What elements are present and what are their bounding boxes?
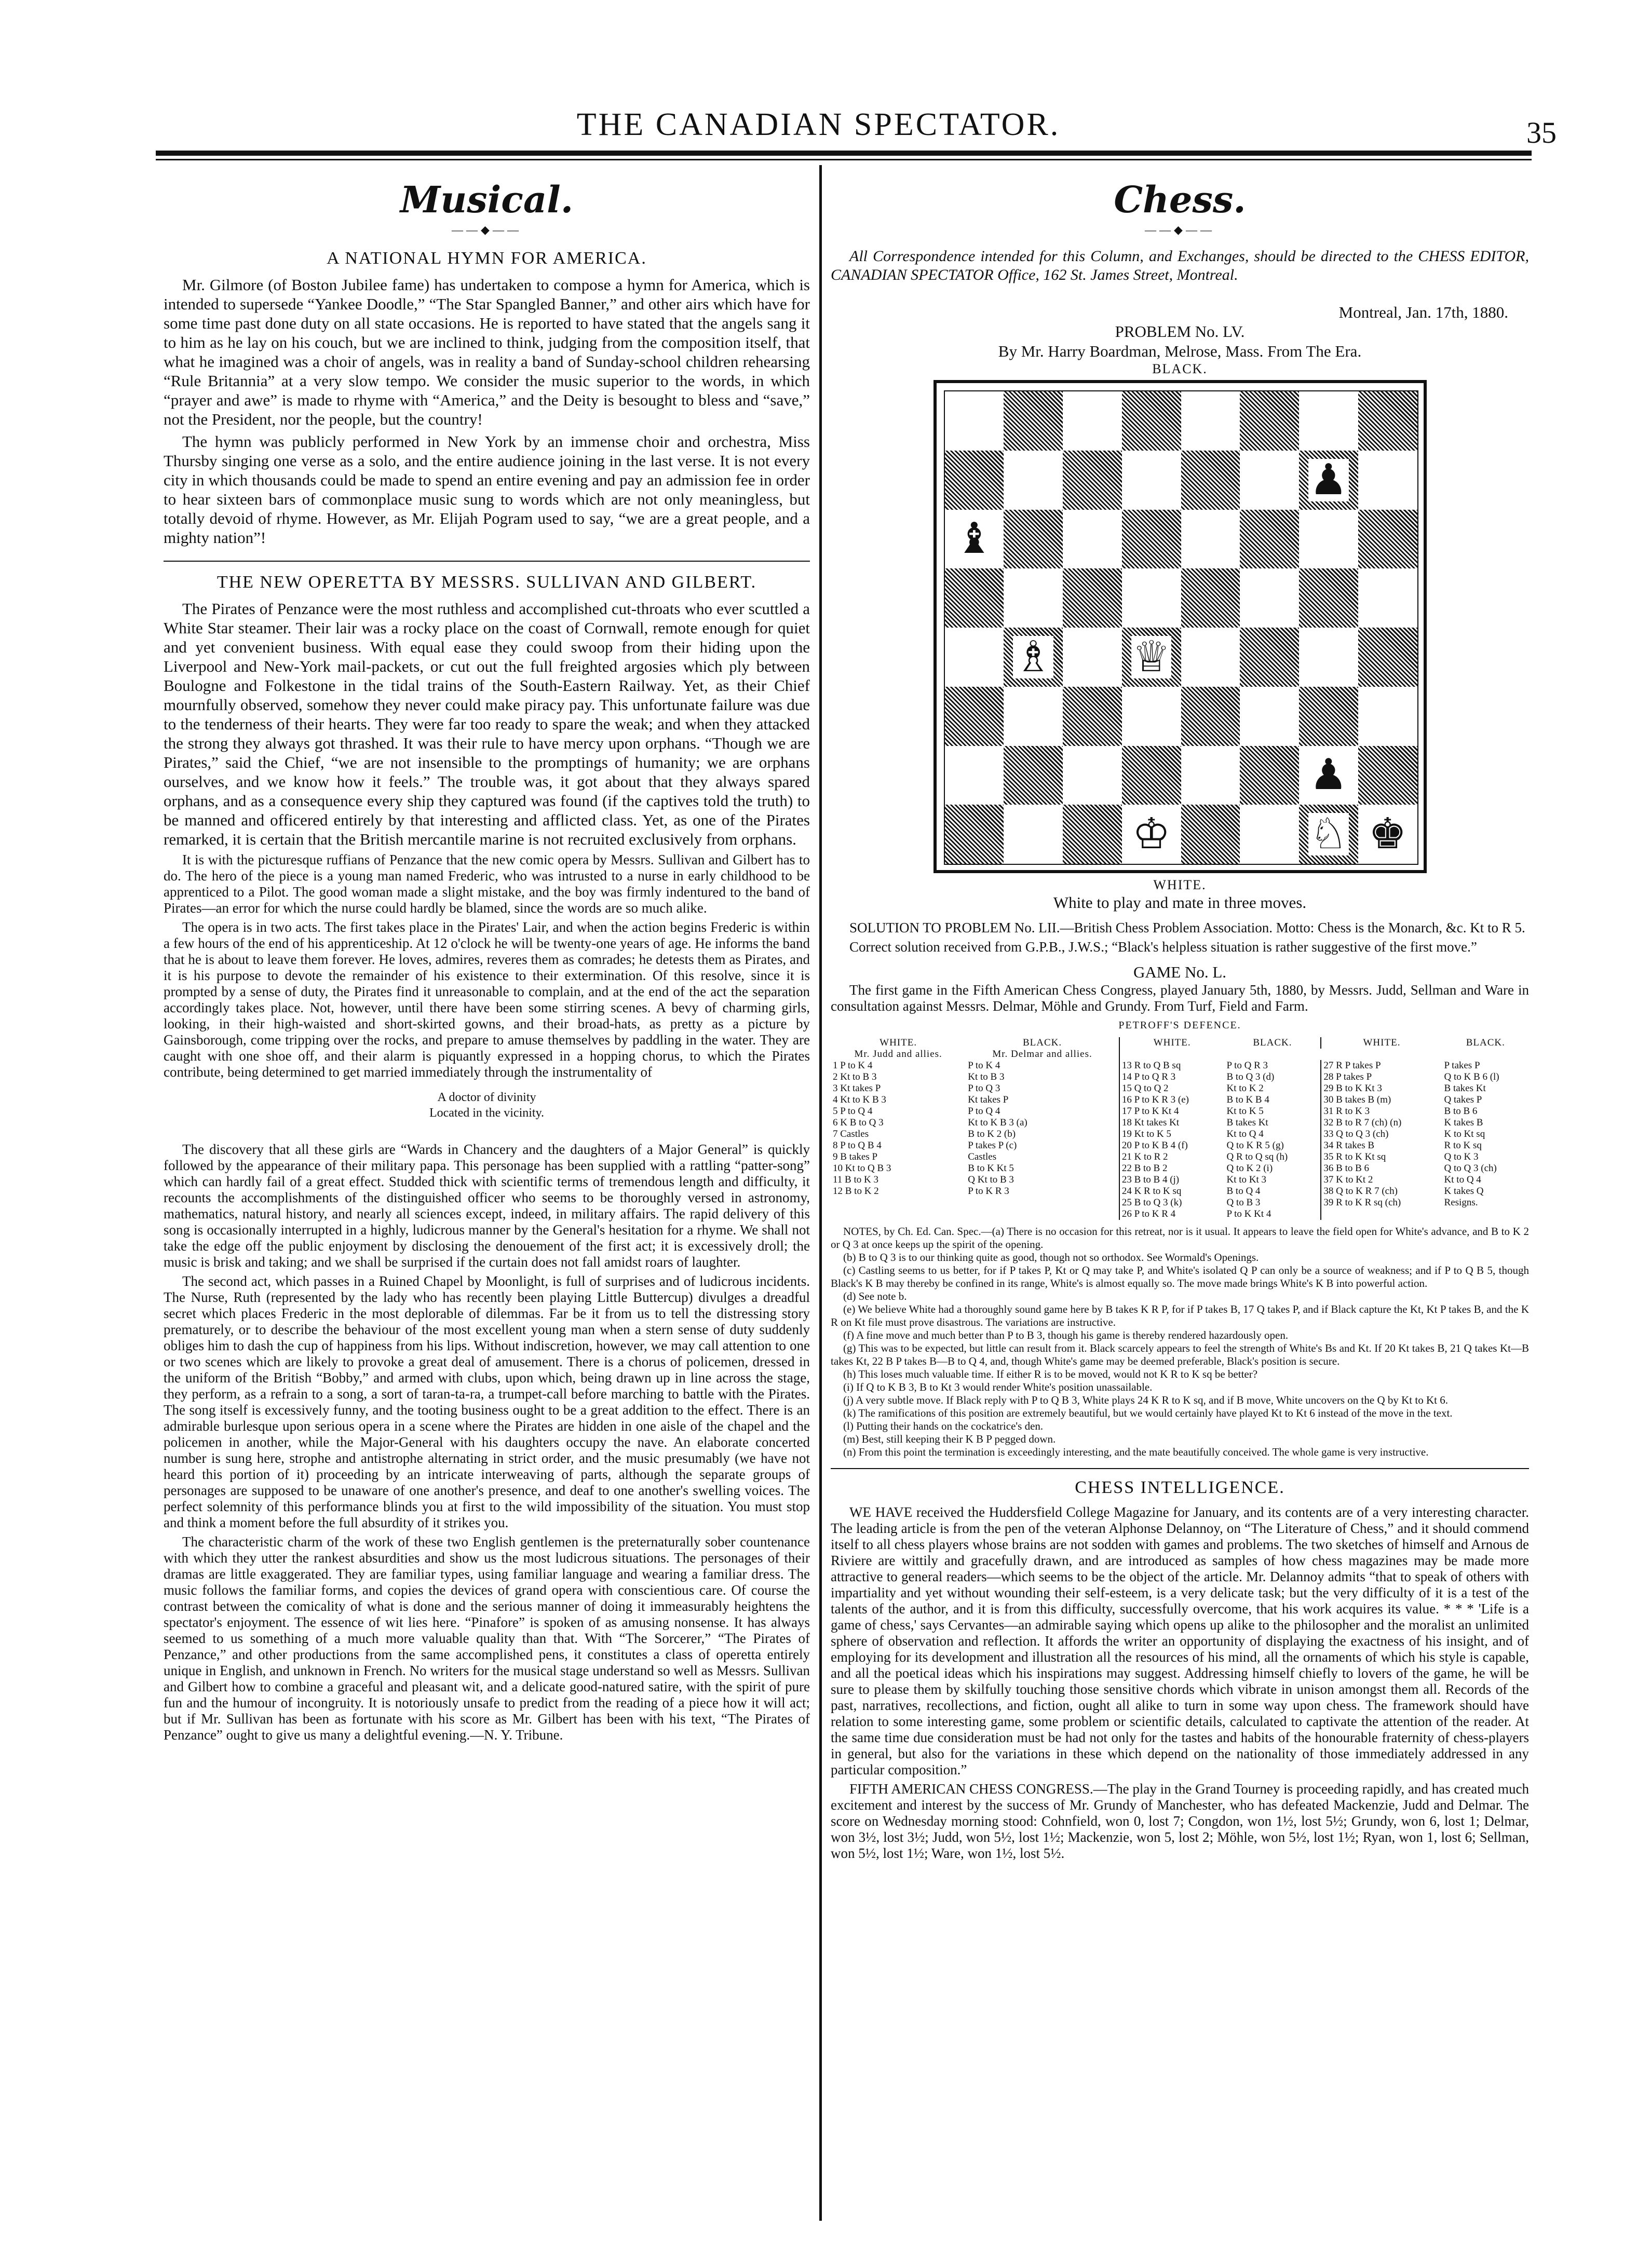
chess-piece: ♔ <box>1132 809 1171 859</box>
white-move: 13 R to Q B sq <box>1121 1060 1181 1071</box>
white-move: 27 R P takes P <box>1323 1060 1381 1071</box>
chess-piece: ♝ <box>955 514 994 564</box>
move-row <box>831 1117 1529 1129</box>
white-move: 24 K R to K sq <box>1121 1186 1182 1197</box>
black-move: B to K Kt 5 <box>966 1163 1119 1174</box>
white-move: 20 P to K B 4 (f) <box>1121 1140 1188 1151</box>
board-square <box>1181 746 1240 805</box>
operetta-paragraph: The characteristic charm of the work of these two English gentlemen is the preternaturally sober countenance with which they utter the rankest absurdities and show us the most ludicrous situations. The personages of their dramas are little exaggerated. They are familiar types, using familiar language and wearing a familiar dress. The music follows the familiar forms, and copies the devices of grand opera with conscientious care. Of course the contrast between the comicality of what is done and the serious manner of doing it immeasurably heightens the spectator's enjoyment. The essence of wit lies here. “Pinafore” is spoken of as amusing nonsense. It has always seemed to us something of a much more valuable quality than that. With “The Sorcerer,” “The Pirates of Penzance,” and other productions from the same accomplished pens, it constitutes a class of operetta entirely unique in English, and unknown in French. No writers for the musical stage understand so well as Messrs. Sullivan and Gilbert how to combine a graceful and pleasant wit, and a delicate good-natured satire, with the spirit of pure fun and the humour of incongruity. It is notoriously unsafe to predict from the reading of a piece how it will act; but if Mr. Sullivan has been as fortunate with his score as Mr. Gilbert has been with his text, “The Pirates of Penzance” ought to give us many a delightful evening.—N. Y. Tribune. <box>164 1534 810 1743</box>
chess-board-grid <box>944 390 1418 865</box>
board-square <box>1240 510 1299 569</box>
masthead-title: THE CANADIAN SPECTATOR. <box>576 107 1061 142</box>
white-move: 7 Castles <box>833 1129 869 1139</box>
black-move: Kt to Kt 3 <box>1225 1174 1321 1186</box>
masthead-rule-thin <box>156 159 1532 160</box>
col-header: WHITE. <box>1153 1037 1191 1048</box>
white-move: 14 P to Q R 3 <box>1121 1071 1176 1082</box>
board-square <box>1240 746 1299 805</box>
col-header: BLACK. <box>966 1037 1119 1049</box>
board-square <box>1181 510 1240 569</box>
board-square <box>945 805 1004 864</box>
game-note: (j) A very subtle move. If Black reply with P to Q B 3, White plays 24 K R to K sq, and if B move, White uncovers on the Q by Kt to Kt 6. <box>843 1394 1448 1406</box>
white-move: 12 B to K 2 <box>833 1186 879 1197</box>
board-square <box>1240 628 1299 687</box>
solution-received: Correct solution received from G.P.B., J.W.S.; “Black's helpless situation is rather suggestive of the first move.” <box>849 939 1477 955</box>
black-move <box>966 1208 1119 1220</box>
board-square <box>1299 628 1358 687</box>
musical-column <box>164 176 810 1746</box>
correspondence-note: All Correspondence intended for this Column, and Exchanges, should be directed to the CHESS EDITOR, CANADIAN SPECTATOR Office, 162 St. James Street, Montreal. <box>831 248 1529 283</box>
player-names: Mr. Delmar and allies. <box>966 1049 1119 1060</box>
player-names: Mr. Judd and allies. <box>854 1049 942 1060</box>
chess-piece: ♘ <box>1309 809 1348 859</box>
white-move: 5 P to Q 4 <box>833 1106 873 1117</box>
white-move: 6 K B to Q 3 <box>833 1117 884 1128</box>
board-square <box>1181 391 1240 451</box>
game-title: GAME No. L. <box>1133 963 1227 981</box>
black-move: B to B 6 <box>1444 1106 1478 1117</box>
black-move: B to K 2 (b) <box>966 1129 1119 1140</box>
board-square <box>1122 451 1181 510</box>
black-move: Kt to Q 4 <box>1225 1129 1321 1140</box>
board-square <box>1358 687 1417 746</box>
move-row <box>831 1106 1529 1117</box>
operetta-paragraph: The second act, which passes in a Ruined Chapel by Moonlight, is full of surprises and of ludicrous incidents. The Nurse, Ruth (represented by the lady who has recently been playing Little Buttercup) divulges a dreadful secret which places Frederic in the most deplorable of dilemmas. Far be it from us to tell the distressing story prematurely, or to describe the behaviour of the most excellent young man when a stern sense of duty suddenly obliges him to dash the cup of happiness from his lips. Without indiscretion, however, we may call attention to one or two scenes which are likely to provoke a great deal of amusement. There is a chorus of policemen, dressed in the uniform of the British “Bobby,” and armed with clubs, upon which, being drawn up in line across the stage, they perform, as a refrain to a song, a sort of taran-ta-ra, a trumpet-call before marching to battle with the Pirates. The song itself is excessively funny, and the tooting business ought to be a great addition to the effect. There is an admirable burlesque upon serious opera in a scene where the Pirates are hidden in one aisle of the chapel and the policemen in another, while the Major-General with his daughters occupy the nave. An elaborate concerted number is sung here, strophe and antistrophe alternating in strict order, and the music presumably (we have not heard this portion of it) proceeding by an intricate interweaving of parts, although the separate groups of personages are supposed to be unaware of one another's presence, and deaf to one another's swelling voices. The perfect solemnity of this performance blinds you at first to the wild impossibility of the situation. You must stop and think a moment before the full absurdity of it strikes you. <box>164 1273 810 1530</box>
chess-piece: ♚ <box>1368 809 1407 859</box>
black-move: Q R to Q sq (h) <box>1225 1151 1321 1163</box>
move-row <box>831 1129 1529 1140</box>
black-move <box>1442 1208 1529 1220</box>
board-square <box>1063 687 1122 746</box>
board-square <box>1122 568 1181 628</box>
black-move: Kt takes P <box>966 1094 1119 1106</box>
black-move: P to K R 3 <box>966 1186 1119 1197</box>
intelligence-paragraph: FIFTH AMERICAN CHESS CONGRESS.—The play in the Grand Tourney is proceeding rapidly, and has created much excitement and interest by the success of Mr. Grundy of Manchester, who has defeated Mackenzie, Judd and Delmar. The score on Wednesday morning stood: Cohnfield, won 0, lost 7; Congdon, won 1½, lost 5½; Grundy, won 6, lost 1; Delmar, won 3½, lost 3½; Judd, won 5½, lost 1½; Mackenzie, won 5, lost 2; Möhle, won 5½, lost 1½; Ryan, won 1, lost 6; Sellman, won 5½, lost 1½; Ware, won 1½, lost 5½. <box>831 1781 1529 1861</box>
col-header: BLACK. <box>1225 1037 1321 1049</box>
board-square <box>1240 451 1299 510</box>
section-rule <box>831 1468 1529 1469</box>
white-move: 39 R to K R sq (ch) <box>1323 1197 1401 1208</box>
game-note: (m) Best, still keeping their K B P pegged down. <box>843 1433 1056 1445</box>
black-move: B takes Kt <box>1225 1117 1321 1129</box>
black-move: Q to K R 5 (g) <box>1225 1140 1321 1151</box>
masthead-rule <box>156 151 1532 156</box>
black-move: Castles <box>966 1151 1119 1163</box>
move-row <box>831 1151 1529 1163</box>
board-square <box>945 568 1004 628</box>
operetta-paragraph: The discovery that all these girls are “Wards in Chancery and the daughters of a Major General” is quickly followed by the appearance of their military papa. This personage has been supplied with a rattling “patter-song” which can hardly fail of a great effect. Studded thick with scientific terms of tremendous length and difficulty, it recounts the accomplishments of the distinguished officer who seems to be thoroughly versed in astronomy, mathematics, natural history, and nearly all sciences except, indeed, in military affairs. The rapid delivery of this song is occasionally interrupted in a highly, ludicrous manner by the General's hesitation for a rhyme. We shall not take the edge off the public enjoyment by disclosing the denouement of the first act; it is excessively droll; the music is brisk and taking; and we shall be surprised if the curtain does not fall amidst roars of laughter. <box>164 1142 810 1270</box>
white-move: 32 B to R 7 (ch) (n) <box>1323 1117 1402 1128</box>
move-row <box>831 1140 1529 1151</box>
problem-title: PROBLEM No. LV. <box>1115 322 1245 341</box>
move-row <box>831 1071 1529 1083</box>
move-row <box>831 1060 1529 1071</box>
black-move: P takes P (c) <box>966 1140 1119 1151</box>
black-move: Q Kt to B 3 <box>966 1174 1119 1186</box>
black-move: B to K B 4 <box>1225 1094 1321 1106</box>
white-move: 23 B to B 4 (j) <box>1121 1174 1180 1185</box>
board-square <box>1004 391 1063 451</box>
board-square <box>1358 451 1417 510</box>
board-square <box>945 451 1004 510</box>
white-move: 15 Q to Q 2 <box>1121 1083 1169 1094</box>
black-move: K takes Q <box>1444 1186 1484 1197</box>
board-square <box>1358 568 1417 628</box>
white-move: 35 R to K Kt sq <box>1323 1151 1386 1162</box>
game-note: (k) The ramifications of this position are extremely beautiful, but we would certainly have played Kt to Kt 6 instead of the move in the text. <box>843 1407 1453 1419</box>
black-move: P to Q 4 <box>966 1106 1119 1117</box>
white-move: 34 R takes B <box>1323 1140 1375 1151</box>
white-move: 28 P takes P <box>1323 1071 1372 1082</box>
white-move: 2 Kt to B 3 <box>833 1071 877 1082</box>
black-move: K takes B <box>1444 1117 1483 1128</box>
game-note: (g) This was to be expected, but little can result from it. Black scarcely appears to feel the strength of White's Bs and Kt. If 20 Kt takes B, 21 Q takes Kt—B takes Kt, 22 B P takes B—B to Q 4, and, though White's game may be deemed preferable, Black's position is secure. <box>831 1342 1529 1367</box>
white-move: 26 P to K R 4 <box>1121 1208 1176 1219</box>
white-move: 3 Kt takes P <box>833 1083 881 1094</box>
white-move: 37 K to Kt 2 <box>1323 1174 1373 1185</box>
chess-piece: ♗ <box>1014 632 1052 682</box>
board-square <box>1181 805 1240 864</box>
board-square <box>1299 510 1358 569</box>
board-square <box>1358 391 1417 451</box>
black-move: Kt to B 3 <box>966 1071 1119 1083</box>
black-move <box>966 1197 1119 1208</box>
black-move: P to K 4 <box>966 1060 1119 1071</box>
board-square <box>1004 746 1063 805</box>
black-move: Kt to K B 3 (a) <box>966 1117 1119 1129</box>
board-square <box>1358 510 1417 569</box>
game-note: (d) See note b. <box>843 1290 907 1302</box>
board-square <box>1122 510 1181 569</box>
verse-line: Located in the vicinity. <box>429 1106 545 1120</box>
black-move: Q to Q 3 (ch) <box>1444 1163 1497 1174</box>
game-note: (l) Putting their hands on the cockatrice's den. <box>843 1420 1044 1432</box>
white-move: 9 B takes P <box>833 1151 878 1162</box>
dateline: Montreal, Jan. 17th, 1880. <box>1338 303 1508 321</box>
move-row <box>831 1174 1529 1186</box>
board-square <box>1358 746 1417 805</box>
white-move: 18 Kt takes Kt <box>1121 1117 1180 1128</box>
move-row <box>831 1208 1529 1220</box>
white-move: 8 P to Q B 4 <box>833 1140 882 1151</box>
col-header: WHITE. <box>880 1037 917 1048</box>
board-square <box>1004 687 1063 746</box>
game-note: (e) We believe White had a thoroughly sound game here by B takes K R P, for if P takes B, 17 Q takes P, and if Black capture the Kt, Kt P takes B, and the K R on Kt file must prove disastrous. The variations are instructive. <box>831 1303 1529 1328</box>
board-square <box>1004 510 1063 569</box>
white-move: 21 K to R 2 <box>1121 1151 1168 1162</box>
chess-piece: ♕ <box>1132 632 1171 682</box>
board-square <box>945 510 1004 569</box>
ornament: ——◆—— <box>452 223 522 236</box>
white-move: 38 Q to K R 7 (ch) <box>1323 1186 1398 1197</box>
board-square <box>945 687 1004 746</box>
game-note: (b) B to Q 3 is to our thinking quite as good, though not so orthodox. See Wormald's Openings. <box>843 1251 1259 1264</box>
black-move: Q to K 3 <box>1444 1151 1479 1162</box>
board-square <box>1299 805 1358 864</box>
game-notes <box>831 1225 1529 1459</box>
game-note: (i) If Q to K B 3, B to Kt 3 would render White's position unassailable. <box>843 1381 1153 1393</box>
move-row <box>831 1197 1529 1208</box>
black-move: P takes P <box>1444 1060 1480 1071</box>
board-square <box>1358 805 1417 864</box>
board-square <box>1122 628 1181 687</box>
white-move <box>831 1197 966 1208</box>
game-note: (c) Castling seems to us better, for if P takes P, Kt or Q may take P, and White's isolated Q P can only be a source of weakness; and if P to Q B 5, though Black's K B may thereby be confined in its range, White's is almost equally so. The move made brings White's K B into powerful action. <box>831 1264 1529 1289</box>
move-row <box>831 1163 1529 1174</box>
board-square <box>1240 687 1299 746</box>
board-square <box>1240 805 1299 864</box>
move-row <box>831 1094 1529 1106</box>
game-note: (f) A fine move and much better than P to B 3, though his game is thereby rendered hazardously open. <box>843 1329 1289 1341</box>
black-move: B to Q 3 (d) <box>1225 1071 1321 1083</box>
game-note: (n) From this point the termination is exceedingly interesting, and the mate beautifully conceived. The whole game is very instructive. <box>843 1446 1429 1458</box>
board-square <box>1122 391 1181 451</box>
board-square <box>1358 628 1417 687</box>
opening-name: PETROFF'S DEFENCE. <box>1118 1020 1241 1031</box>
verse-quote <box>164 1090 810 1121</box>
white-move: 4 Kt to K B 3 <box>833 1094 886 1105</box>
black-label: BLACK. <box>1152 361 1208 376</box>
board-square <box>1181 628 1240 687</box>
intelligence-title: CHESS INTELLIGENCE. <box>1075 1478 1285 1497</box>
game-note: NOTES, by Ch. Ed. Can. Spec.—(a) There is no occasion for this retreat, nor is it usual. It appears to leave the field open for White's advance, and B to K 2 or Q 3 at once keeps up the spirit of the opening. <box>831 1225 1529 1251</box>
problem-caption: White to play and mate in three moves. <box>1053 893 1307 912</box>
board-square <box>1004 805 1063 864</box>
board-square <box>1004 451 1063 510</box>
game-note: (h) This loses much valuable time. If either R is to be moved, would not K R to K sq be better? <box>843 1368 1258 1380</box>
board-square <box>1122 687 1181 746</box>
board-square <box>1004 628 1063 687</box>
problem-author: By Mr. Harry Boardman, Melrose, Mass. From The Era. <box>998 342 1362 360</box>
board-square <box>1063 451 1122 510</box>
operetta-paragraph: It is with the picturesque ruffians of Penzance that the new comic opera by Messrs. Sullivan and Gilbert has to do. The hero of the piece is a young man named Frederic, who was intrusted to a nurse in early childhood to be apprenticed to a Pilot. The good woman made a slight mistake, and the boy was firmly indentured to the band of Pirates—an error for which the nurse could hardly be blamed, since the words are so much alike. <box>164 852 810 916</box>
black-move: Q to K B 6 (l) <box>1444 1071 1499 1082</box>
white-move: 11 B to K 3 <box>833 1174 878 1185</box>
black-move: P to Q 3 <box>966 1083 1119 1094</box>
black-move: R to K sq <box>1444 1140 1482 1151</box>
black-move: Kt to Q 4 <box>1444 1174 1481 1185</box>
musical-heading: Musical. <box>400 178 574 221</box>
white-label: WHITE. <box>1153 877 1207 892</box>
white-move: 25 B to Q 3 (k) <box>1121 1197 1182 1208</box>
board-square <box>1122 805 1181 864</box>
move-row <box>831 1083 1529 1094</box>
board-square <box>945 628 1004 687</box>
black-move: Kt to K 5 <box>1225 1106 1321 1117</box>
black-move: K to Kt sq <box>1444 1129 1485 1139</box>
white-move: 19 Kt to K 5 <box>1121 1129 1171 1139</box>
black-move: Q to K 2 (i) <box>1225 1163 1321 1174</box>
ornament: ——◆—— <box>1145 223 1215 236</box>
board-square <box>1063 628 1122 687</box>
board-square <box>945 391 1004 451</box>
operetta-title: THE NEW OPERETTA BY MESSRS. SULLIVAN AND GILBERT. <box>217 573 757 592</box>
black-move: Resigns. <box>1444 1197 1478 1208</box>
black-move: P to K Kt 4 <box>1225 1208 1321 1220</box>
page-number: 35 <box>1526 116 1557 150</box>
board-square <box>1299 687 1358 746</box>
solution: SOLUTION TO PROBLEM No. LII.—British Chess Problem Association. Motto: Chess is the Monarch, &c. Kt to R 5. <box>849 920 1525 935</box>
board-square <box>1299 391 1358 451</box>
board-square <box>1299 451 1358 510</box>
white-move <box>1321 1208 1442 1220</box>
white-move: 17 P to K Kt 4 <box>1121 1106 1179 1117</box>
board-square <box>1181 451 1240 510</box>
chess-heading: Chess. <box>1114 178 1246 221</box>
white-move: 36 B to B 6 <box>1323 1163 1370 1174</box>
hymn-paragraph: The hymn was publicly performed in New York by an immense choir and orchestra, Miss Thursby singing one verse as a solo, and the entire audience joining in the last verse. It is not every city in which thousands could be made to spend an entire evening and pay an admission fee in order to hear sixteen bars of commonplace music sung to words which are not only meaningless, but totally devoid of rhyme. However, as Mr. Elijah Pogram used to say, “we are a great people, and a mighty nation”! <box>164 432 810 547</box>
board-square <box>1004 568 1063 628</box>
white-move: 16 P to K R 3 (e) <box>1121 1094 1189 1105</box>
white-move: 1 P to K 4 <box>833 1060 873 1071</box>
white-move: 22 B to B 2 <box>1121 1163 1168 1174</box>
operetta-paragraph: The opera is in two acts. The first takes place in the Pirates' Lair, and when the action begins Frederic is within a few hours of the end of his apprenticeship. At 12 o'clock he will be twenty-one years of age. He informs the band that he is about to leave them forever. He loves, admires, reveres them as comrades; he detests them as Pirates, and it is his purpose to devote the remainder of his existence to their extermination. Of this resolve, since it is prompted by a sense of duty, the Pirates find it unreasonable to complain, and at the end of the act the separation accordingly takes place. Not, however, until there have been some stirring scenes. A bevy of charming girls, looking, in their high-waisted and short-skirted gowns, and their broad-hats, as pretty as a picture by Gainsborough, come tripping over the rocks, and prepare to amuse themselves by paddling in the water. They are caught with one shoe off, and their alarm is piquantly expressed in a hopping chorus, to which the Pirates contribute, being determined to get married immediately through the instrumentality of <box>164 919 810 1080</box>
board-square <box>1122 746 1181 805</box>
board-square <box>1063 510 1122 569</box>
chess-piece: ♟ <box>1309 455 1348 505</box>
intelligence-paragraph: WE HAVE received the Huddersfield College Magazine for January, and its contents are of a very interesting character. The leading article is from the pen of the veteran Alphonse Delannoy, on “The Literature of Chess,” and it should commend itself to all chess players whose brains are not sodden with games and problems. The two sketches of himself and Arnous de Riviere are wittily and gracefully drawn, and are introduced as samples of how chess magazines may be made more attractive to general readers—which seems to be the object of the article. Mr. Delannoy admits “that to speak of others with impartiality and yet without wounding their self-esteem, is a very delicate task; but the very difficulty of it is a test of the talents of the author, and it is from this difficulty, successfully overcome, that his work acquires its value. * * * 'Life is a game of chess,' says Cervantes—an admirable saying which opens up alike to the philosopher and the moralist an unlimited sphere of observation and reflection. It affords the writer an opportunity of displaying the exactness of his insight, and of employing for its development and illustration all the resources of his mind, all the ornaments of which his style is capable, and all the poetical ideas which his inspirations may suggest. Addressing himself chiefly to lovers of the game, he will be sure to please them by skilfully touching those sensitive chords which vibrate in unison amongst them all. Records of the past, narratives, recollections, and fiction, ought all alike to turn in some way upon chess. The framework should have relation to some interesting game, some problem or scientific details, calculated to captivate the attention of the reader. At the same time due consideration must be had not only for the tastes and habits of the honourable fraternity of chess-players in general, but also for the variations in these which depend on the nationality of those immediately addressed in any particular composition.” <box>831 1504 1529 1777</box>
move-row <box>831 1186 1529 1197</box>
white-move: 10 Kt to Q B 3 <box>833 1163 891 1174</box>
board-square <box>1063 805 1122 864</box>
board-square <box>1299 568 1358 628</box>
col-header: BLACK. <box>1466 1037 1505 1048</box>
white-move: 30 B takes B (m) <box>1323 1094 1391 1105</box>
board-square <box>1063 746 1122 805</box>
black-move: Q to B 3 <box>1225 1197 1321 1208</box>
white-move: 31 R to K 3 <box>1323 1106 1370 1117</box>
white-move: 29 B to K Kt 3 <box>1323 1083 1382 1094</box>
board-square <box>1063 391 1122 451</box>
chess-board <box>934 380 1427 873</box>
board-square <box>1240 568 1299 628</box>
operetta-paragraph: The Pirates of Penzance were the most ruthless and accomplished cut-throats who ever scuttled a White Star steamer. Their lair was a rocky place on the coast of Cornwall, remote enough for quiet and yet convenient business. With equal ease they could swoop from their hiding upon the Liverpool and New-York mail-packets, or cut out the full freighted argosies which ply between Boulogne and Folkestone in the tidal trains of the South-Eastern Railway. Yet, as their Chief mournfully observed, somehow they never could make piracy pay. This unfortunate failure was due to the tenderness of their hearts. They were far too ready to spare the weak; and when they attacked the strong they always got thrashed. It was their rule to have mercy upon orphans. “Though we are Pirates,” said the Chief, “we are not insensible to the promptings of humanity; we are orphans ourselves, and we know how it feels.” The trouble was, it got about that they always spared orphans, and as a consequence every ship they captured was found (if the captives told the truth) to be manned and officered entirely by that interesting and afflicted class. Yet, as one of the Pirates remarked, it is certain that the British mercantile marine is not recruited exclusively from orphans. <box>164 600 810 848</box>
verse-line: A doctor of divinity <box>437 1091 536 1104</box>
board-square <box>945 746 1004 805</box>
board-square <box>1181 568 1240 628</box>
column-divider <box>819 165 822 2221</box>
board-square <box>1063 568 1122 628</box>
white-move <box>831 1208 966 1220</box>
chess-piece: ♟ <box>1309 750 1348 800</box>
black-move: P to Q R 3 <box>1225 1060 1321 1071</box>
col-header: WHITE. <box>1363 1037 1401 1048</box>
black-move: Q takes P <box>1444 1094 1482 1105</box>
board-square <box>1240 391 1299 451</box>
board-square <box>1299 746 1358 805</box>
game-moves-table <box>831 1037 1529 1220</box>
hymn-paragraph: Mr. Gilmore (of Boston Jubilee fame) has undertaken to compose a hymn for America, which is intended to supersede “Yankee Doodle,” “The Star Spangled Banner,” and other airs which have for some time past done duty on all state occasions. He is reported to have stated that the angels sang it to him as he lay on his couch, but we are inclined to think, judging from the composition itself, that what he imagined was a choir of angels, was in reality a band of Sunday-school children rehearsing “Rule Britannia” at a very slow tempo. We consider the music superior to the words, in which “prayer and awe” is made to rhyme with “America,” and the Deity is besought to bless and “save,” not the President, nor the people, but the country! <box>164 276 810 428</box>
black-move: B to Q 4 <box>1225 1186 1321 1197</box>
chess-column <box>831 176 1529 1865</box>
black-move: Kt to K 2 <box>1225 1083 1321 1094</box>
section-rule <box>164 561 810 562</box>
hymn-title: A NATIONAL HYMN FOR AMERICA. <box>327 249 647 268</box>
white-move: 33 Q to Q 3 (ch) <box>1323 1129 1389 1139</box>
board-square <box>1181 687 1240 746</box>
game-intro: The first game in the Fifth American Chess Congress, played January 5th, 1880, by Messrs. Judd, Sellman and Ware in consultation against Messrs. Delmar, Möhle and Grundy. From Turf, Field and Farm. <box>831 982 1529 1014</box>
black-move: B takes Kt <box>1444 1083 1486 1094</box>
